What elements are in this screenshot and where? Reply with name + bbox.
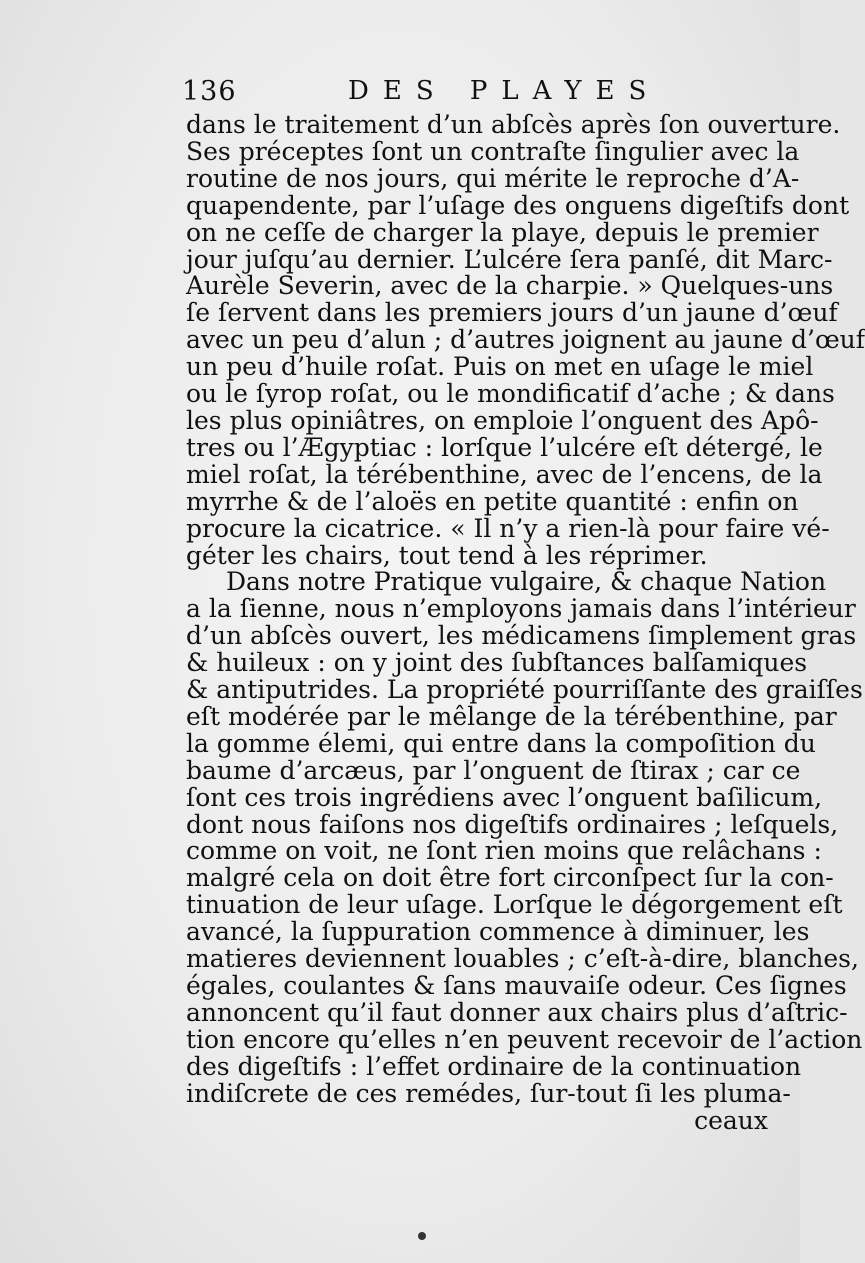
text-line: tion encore qu’elles n’en peuvent recevoir de l’action xyxy=(186,1024,863,1054)
text-line: dans le traitement d’un abſcès après ſon ouverture. xyxy=(186,110,841,139)
text-line: myrrhe & de l’aloës en petite quantité : enfin on xyxy=(186,486,799,516)
paragraph-1 xyxy=(186,110,865,570)
text-line: indiſcrete de ces remédes, ſur-tout ſi les pluma- xyxy=(186,1078,791,1108)
text-line: ſe ſervent dans les premiers jours d’un jaune d’œuf xyxy=(186,298,838,328)
text-line: comme on voit, ne ſont rien moins que relâchans : xyxy=(186,836,822,866)
text-line: routine de nos jours, qui mérite le reproche d’A- xyxy=(186,163,800,193)
text-line: on ne ceſſe de charger la playe, depuis le premier xyxy=(186,217,819,247)
text-line: jour juſqu’au dernier. L’ulcére ſera panſé, dit Marc- xyxy=(186,244,833,274)
text-line: & huileux : on y joint des ſubſtances balſamiques xyxy=(186,648,808,678)
text-line: malgré cela on doit être fort circonſpect ſur la con- xyxy=(186,863,834,893)
text-line: miel roſat, la térébenthine, avec de l’encens, de la xyxy=(186,459,823,489)
text-line: & antiputrides. La propriété pourriſſante des graiſſes xyxy=(186,675,863,705)
text-line: ſont ces trois ingrédiens avec l’onguent baſilicum, xyxy=(186,782,823,812)
body-text xyxy=(186,110,865,1135)
text-line: eſt modérée par le mêlange de la térébenthine, par xyxy=(186,701,837,731)
text-line: ou le ſyrop roſat, ou le mondificatif d’ache ; & dans xyxy=(186,379,835,409)
text-line: d’un abſcès ouvert, les médicamens ſimplement gras xyxy=(186,621,857,651)
text-line: dont nous faiſons nos digeſtifs ordinaires ; leſquels, xyxy=(186,809,839,839)
catchword: ceaux xyxy=(694,1105,768,1135)
text-line: a la ſienne, nous n’employons jamais dans l’intérieur xyxy=(186,594,856,624)
text-line: des digeſtifs : l’effet ordinaire de la continuation xyxy=(186,1051,802,1081)
text-line: un peu d’huile roſat. Puis on met en uſage le miel xyxy=(186,352,814,382)
text-line: tres ou l’Ægyptiac : lorſque l’ulcére eſt détergé, le xyxy=(186,432,823,462)
text-line: Aurèle Severin, avec de la charpie. » Quelques-uns xyxy=(186,271,834,301)
text-line: la gomme élemi, qui entre dans la compoſition du xyxy=(186,728,816,758)
text-line: avancé, la ſuppuration commence à diminuer, les xyxy=(186,917,810,947)
text-line: Dans notre Pratique vulgaire, & chaque Nation xyxy=(226,567,827,597)
text-line: avec un peu d’alun ; d’autres joignent au jaune d’œuf xyxy=(186,325,865,355)
running-head: DES PLAYES xyxy=(348,76,661,106)
text-line: égales, coulantes & ſans mauvaiſe odeur. Ces ſignes xyxy=(186,971,847,1000)
text-line: géter les chairs, tout tend à les réprimer. xyxy=(186,540,708,570)
text-line: tinuation de leur uſage. Lorſque le dégorgement eſt xyxy=(186,890,843,920)
text-line: matieres deviennent louables ; c’eſt-à-dire, blanches, xyxy=(186,944,859,974)
text-line: baume d’arcæus, par l’onguent de ſtirax ; car ce xyxy=(186,755,801,785)
text-line: annoncent qu’il faut donner aux chairs plus d’aſtric- xyxy=(186,997,848,1027)
text-line: Ses préceptes ſont un contraſte ſingulier avec la xyxy=(186,136,800,166)
page-number: 136 xyxy=(182,76,237,107)
text-line: les plus opiniâtres, on emploie l’onguent des Apô- xyxy=(186,405,819,435)
paragraph-2 xyxy=(186,567,863,1108)
text-line: procure la cicatrice. « Il n’y a rien-là pour faire vé- xyxy=(186,513,830,543)
text-line: quapendente, par l’uſage des onguens digeſtifs dont xyxy=(186,190,850,220)
printer-ornament xyxy=(418,1232,426,1240)
